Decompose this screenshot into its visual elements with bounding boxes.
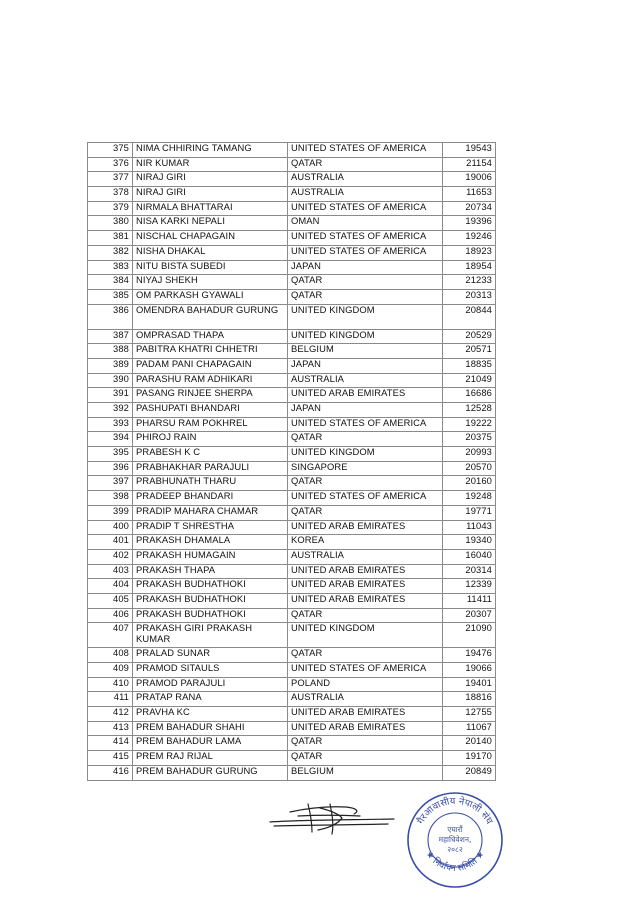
row-number: 399 xyxy=(88,505,133,520)
row-number: 395 xyxy=(88,447,133,462)
table-row xyxy=(88,358,496,373)
seal-stamp xyxy=(405,790,505,890)
member-id: 12755 xyxy=(443,707,496,722)
row-number: 412 xyxy=(88,707,133,722)
country-name: UNITED ARAB EMIRATES xyxy=(288,579,443,594)
member-name: PHIROJ RAIN xyxy=(133,432,288,447)
row-number: 380 xyxy=(88,216,133,231)
country-name: UNITED ARAB EMIRATES xyxy=(288,564,443,579)
svg-text:२०८२: २०८२ xyxy=(447,845,463,854)
country-name: AUSTRALIA xyxy=(288,187,443,202)
member-id: 11411 xyxy=(443,593,496,608)
member-name: PASANG RINJEE SHERPA xyxy=(133,388,288,403)
country-name: AUSTRALIA xyxy=(288,549,443,564)
country-name: QATAR xyxy=(288,736,443,751)
row-number: 409 xyxy=(88,663,133,678)
member-name: PRAKASH BUDHATHOKI xyxy=(133,593,288,608)
table-row xyxy=(88,157,496,172)
country-name: OMAN xyxy=(288,216,443,231)
table-row xyxy=(88,447,496,462)
country-name: BELGIUM xyxy=(288,765,443,780)
country-name: QATAR xyxy=(288,505,443,520)
table-row xyxy=(88,231,496,246)
table-row xyxy=(88,289,496,304)
member-name: OMPRASAD THAPA xyxy=(133,329,288,344)
member-id: 18923 xyxy=(443,245,496,260)
row-number: 400 xyxy=(88,520,133,535)
table-row xyxy=(88,593,496,608)
country-name: UNITED STATES OF AMERICA xyxy=(288,245,443,260)
member-name: NIRAJ GIRI xyxy=(133,187,288,202)
member-id: 19222 xyxy=(443,417,496,432)
country-name: UNITED ARAB EMIRATES xyxy=(288,707,443,722)
member-id: 19170 xyxy=(443,751,496,766)
table-row xyxy=(88,245,496,260)
country-name: QATAR xyxy=(288,476,443,491)
row-number: 378 xyxy=(88,187,133,202)
member-name: PRAMOD SITAULS xyxy=(133,663,288,678)
row-number: 375 xyxy=(88,143,133,158)
row-number: 387 xyxy=(88,329,133,344)
member-id: 19401 xyxy=(443,677,496,692)
table-row xyxy=(88,344,496,359)
row-number: 415 xyxy=(88,751,133,766)
country-name: UNITED ARAB EMIRATES xyxy=(288,388,443,403)
member-id: 18816 xyxy=(443,692,496,707)
member-id: 19396 xyxy=(443,216,496,231)
table-row xyxy=(88,535,496,550)
country-name: QATAR xyxy=(288,751,443,766)
table-row xyxy=(88,260,496,275)
member-name: PRABHAKHAR PARAJULI xyxy=(133,461,288,476)
member-name: PREM RAJ RIJAL xyxy=(133,751,288,766)
member-id: 20734 xyxy=(443,201,496,216)
country-name: UNITED STATES OF AMERICA xyxy=(288,417,443,432)
member-id: 21090 xyxy=(443,623,496,648)
member-id: 18954 xyxy=(443,260,496,275)
signature-image xyxy=(268,798,398,838)
member-id: 21154 xyxy=(443,157,496,172)
member-id: 20375 xyxy=(443,432,496,447)
member-name: NITU BISTA SUBEDI xyxy=(133,260,288,275)
member-name: NISHA DHAKAL xyxy=(133,245,288,260)
country-name: QATAR xyxy=(288,289,443,304)
row-number: 397 xyxy=(88,476,133,491)
member-name: PADAM PANI CHAPAGAIN xyxy=(133,358,288,373)
member-id: 21233 xyxy=(443,275,496,290)
member-id: 20849 xyxy=(443,765,496,780)
member-id: 20844 xyxy=(443,304,496,329)
member-name: PREM BAHADUR LAMA xyxy=(133,736,288,751)
member-name: PHARSU RAM POKHREL xyxy=(133,417,288,432)
table-row xyxy=(88,663,496,678)
row-number: 401 xyxy=(88,535,133,550)
member-id: 19340 xyxy=(443,535,496,550)
row-number: 376 xyxy=(88,157,133,172)
member-id: 20993 xyxy=(443,447,496,462)
table-row xyxy=(88,608,496,623)
row-number: 405 xyxy=(88,593,133,608)
country-name: JAPAN xyxy=(288,260,443,275)
member-id: 20529 xyxy=(443,329,496,344)
row-number: 414 xyxy=(88,736,133,751)
member-name: PRAKASH GIRI PRAKASH KUMAR xyxy=(133,623,288,648)
seal-outer-text: गैरआवासीय नेपाली संघ xyxy=(415,795,495,827)
member-name: NISA KARKI NEPALI xyxy=(133,216,288,231)
table-row xyxy=(88,491,496,506)
country-name: UNITED STATES OF AMERICA xyxy=(288,201,443,216)
row-number: 402 xyxy=(88,549,133,564)
member-name: PRAKASH BUDHATHOKI xyxy=(133,608,288,623)
member-name: OM PARKASH GYAWALI xyxy=(133,289,288,304)
member-id: 19771 xyxy=(443,505,496,520)
row-number: 391 xyxy=(88,388,133,403)
row-number: 411 xyxy=(88,692,133,707)
row-number: 404 xyxy=(88,579,133,594)
row-number: 410 xyxy=(88,677,133,692)
table-row xyxy=(88,403,496,418)
member-id: 20570 xyxy=(443,461,496,476)
row-number: 413 xyxy=(88,721,133,736)
country-name: UNITED ARAB EMIRATES xyxy=(288,520,443,535)
country-name: QATAR xyxy=(288,432,443,447)
member-id: 20313 xyxy=(443,289,496,304)
member-name: PARASHU RAM ADHIKARI xyxy=(133,373,288,388)
table-row xyxy=(88,201,496,216)
member-name: NIRAJ GIRI xyxy=(133,172,288,187)
row-number: 377 xyxy=(88,172,133,187)
table-row xyxy=(88,216,496,231)
country-name: UNITED STATES OF AMERICA xyxy=(288,663,443,678)
member-id: 12528 xyxy=(443,403,496,418)
member-name: PRATAP RANA xyxy=(133,692,288,707)
table-row xyxy=(88,373,496,388)
member-name: PRAKASH DHAMALA xyxy=(133,535,288,550)
member-name: PRAMOD PARAJULI xyxy=(133,677,288,692)
country-name: KOREA xyxy=(288,535,443,550)
row-number: 381 xyxy=(88,231,133,246)
table-row xyxy=(88,329,496,344)
member-name: PABITRA KHATRI CHHETRI xyxy=(133,344,288,359)
table-row xyxy=(88,549,496,564)
member-name: NIYAJ SHEKH xyxy=(133,275,288,290)
member-name: PASHUPATI BHANDARI xyxy=(133,403,288,418)
member-name: PRABESH K C xyxy=(133,447,288,462)
table-row xyxy=(88,564,496,579)
member-id: 20314 xyxy=(443,564,496,579)
member-name: PRABHUNATH THARU xyxy=(133,476,288,491)
member-name: NIR KUMAR xyxy=(133,157,288,172)
seal-inner-text xyxy=(439,825,472,854)
member-id: 20571 xyxy=(443,344,496,359)
member-id: 19543 xyxy=(443,143,496,158)
row-number: 396 xyxy=(88,461,133,476)
country-name: QATAR xyxy=(288,157,443,172)
member-id: 20160 xyxy=(443,476,496,491)
member-id: 21049 xyxy=(443,373,496,388)
row-number: 403 xyxy=(88,564,133,579)
country-name: UNITED ARAB EMIRATES xyxy=(288,721,443,736)
country-name: POLAND xyxy=(288,677,443,692)
table-row xyxy=(88,172,496,187)
row-number: 382 xyxy=(88,245,133,260)
table-row xyxy=(88,304,496,329)
table-row xyxy=(88,505,496,520)
country-name: JAPAN xyxy=(288,403,443,418)
table-row xyxy=(88,721,496,736)
member-name: NIRMALA BHATTARAI xyxy=(133,201,288,216)
table-row xyxy=(88,275,496,290)
row-number: 407 xyxy=(88,623,133,648)
row-number: 408 xyxy=(88,648,133,663)
country-name: UNITED KINGDOM xyxy=(288,329,443,344)
member-id: 18835 xyxy=(443,358,496,373)
member-id: 11067 xyxy=(443,721,496,736)
table-row xyxy=(88,736,496,751)
member-name: PRADIP MAHARA CHAMAR xyxy=(133,505,288,520)
row-number: 406 xyxy=(88,608,133,623)
table-row xyxy=(88,476,496,491)
row-number: 392 xyxy=(88,403,133,418)
members-table-body xyxy=(88,143,496,781)
row-number: 388 xyxy=(88,344,133,359)
row-number: 393 xyxy=(88,417,133,432)
row-number: 383 xyxy=(88,260,133,275)
table-row xyxy=(88,461,496,476)
country-name: AUSTRALIA xyxy=(288,692,443,707)
table-row xyxy=(88,187,496,202)
member-name: OMENDRA BAHADUR GURUNG xyxy=(133,304,288,329)
member-id: 19006 xyxy=(443,172,496,187)
table-row xyxy=(88,751,496,766)
member-name: PRALAD SUNAR xyxy=(133,648,288,663)
member-name: NIMA CHHIRING TAMANG xyxy=(133,143,288,158)
table-row xyxy=(88,143,496,158)
country-name: UNITED STATES OF AMERICA xyxy=(288,231,443,246)
row-number: 385 xyxy=(88,289,133,304)
row-number: 386 xyxy=(88,304,133,329)
member-name: PRAKASH HUMAGAIN xyxy=(133,549,288,564)
table-row xyxy=(88,707,496,722)
svg-text:एघारौं: एघारौं xyxy=(447,825,463,834)
table-row xyxy=(88,417,496,432)
country-name: QATAR xyxy=(288,608,443,623)
table-row xyxy=(88,388,496,403)
country-name: UNITED STATES OF AMERICA xyxy=(288,491,443,506)
member-id: 20140 xyxy=(443,736,496,751)
table-row xyxy=(88,579,496,594)
member-name: PRADEEP BHANDARI xyxy=(133,491,288,506)
country-name: AUSTRALIA xyxy=(288,172,443,187)
row-number: 389 xyxy=(88,358,133,373)
member-id: 11043 xyxy=(443,520,496,535)
row-number: 398 xyxy=(88,491,133,506)
table-row xyxy=(88,765,496,780)
svg-text:महाधिवेशन,: महाधिवेशन, xyxy=(438,835,472,844)
row-number: 416 xyxy=(88,765,133,780)
country-name: SINGAPORE xyxy=(288,461,443,476)
member-name: PRAVHA KC xyxy=(133,707,288,722)
table-row xyxy=(88,432,496,447)
country-name: UNITED KINGDOM xyxy=(288,447,443,462)
country-name: UNITED KINGDOM xyxy=(288,623,443,648)
row-number: 379 xyxy=(88,201,133,216)
member-id: 19248 xyxy=(443,491,496,506)
country-name: UNITED ARAB EMIRATES xyxy=(288,593,443,608)
country-name: AUSTRALIA xyxy=(288,373,443,388)
row-number: 394 xyxy=(88,432,133,447)
member-name: PREM BAHADUR SHAHI xyxy=(133,721,288,736)
member-name: NISCHAL CHAPAGAIN xyxy=(133,231,288,246)
country-name: JAPAN xyxy=(288,358,443,373)
country-name: UNITED STATES OF AMERICA xyxy=(288,143,443,158)
member-id: 19246 xyxy=(443,231,496,246)
country-name: QATAR xyxy=(288,648,443,663)
members-table xyxy=(87,142,496,781)
table-row xyxy=(88,623,496,648)
table-row xyxy=(88,648,496,663)
table-row xyxy=(88,677,496,692)
country-name: BELGIUM xyxy=(288,344,443,359)
table-row xyxy=(88,692,496,707)
country-name: QATAR xyxy=(288,275,443,290)
member-name: PRAKASH BUDHATHOKI xyxy=(133,579,288,594)
row-number: 384 xyxy=(88,275,133,290)
member-id: 19066 xyxy=(443,663,496,678)
table-row xyxy=(88,520,496,535)
country-name: UNITED KINGDOM xyxy=(288,304,443,329)
member-name: PRAKASH THAPA xyxy=(133,564,288,579)
signature-strokes xyxy=(270,804,394,834)
member-id: 19476 xyxy=(443,648,496,663)
member-id: 16040 xyxy=(443,549,496,564)
member-name: PRADIP T SHRESTHA xyxy=(133,520,288,535)
member-id: 16686 xyxy=(443,388,496,403)
member-id: 11653 xyxy=(443,187,496,202)
member-id: 12339 xyxy=(443,579,496,594)
member-name: PREM BAHADUR GURUNG xyxy=(133,765,288,780)
member-id: 20307 xyxy=(443,608,496,623)
seal-bottom-text: ★ निर्वाचन समिति ★ xyxy=(423,849,487,875)
row-number: 390 xyxy=(88,373,133,388)
